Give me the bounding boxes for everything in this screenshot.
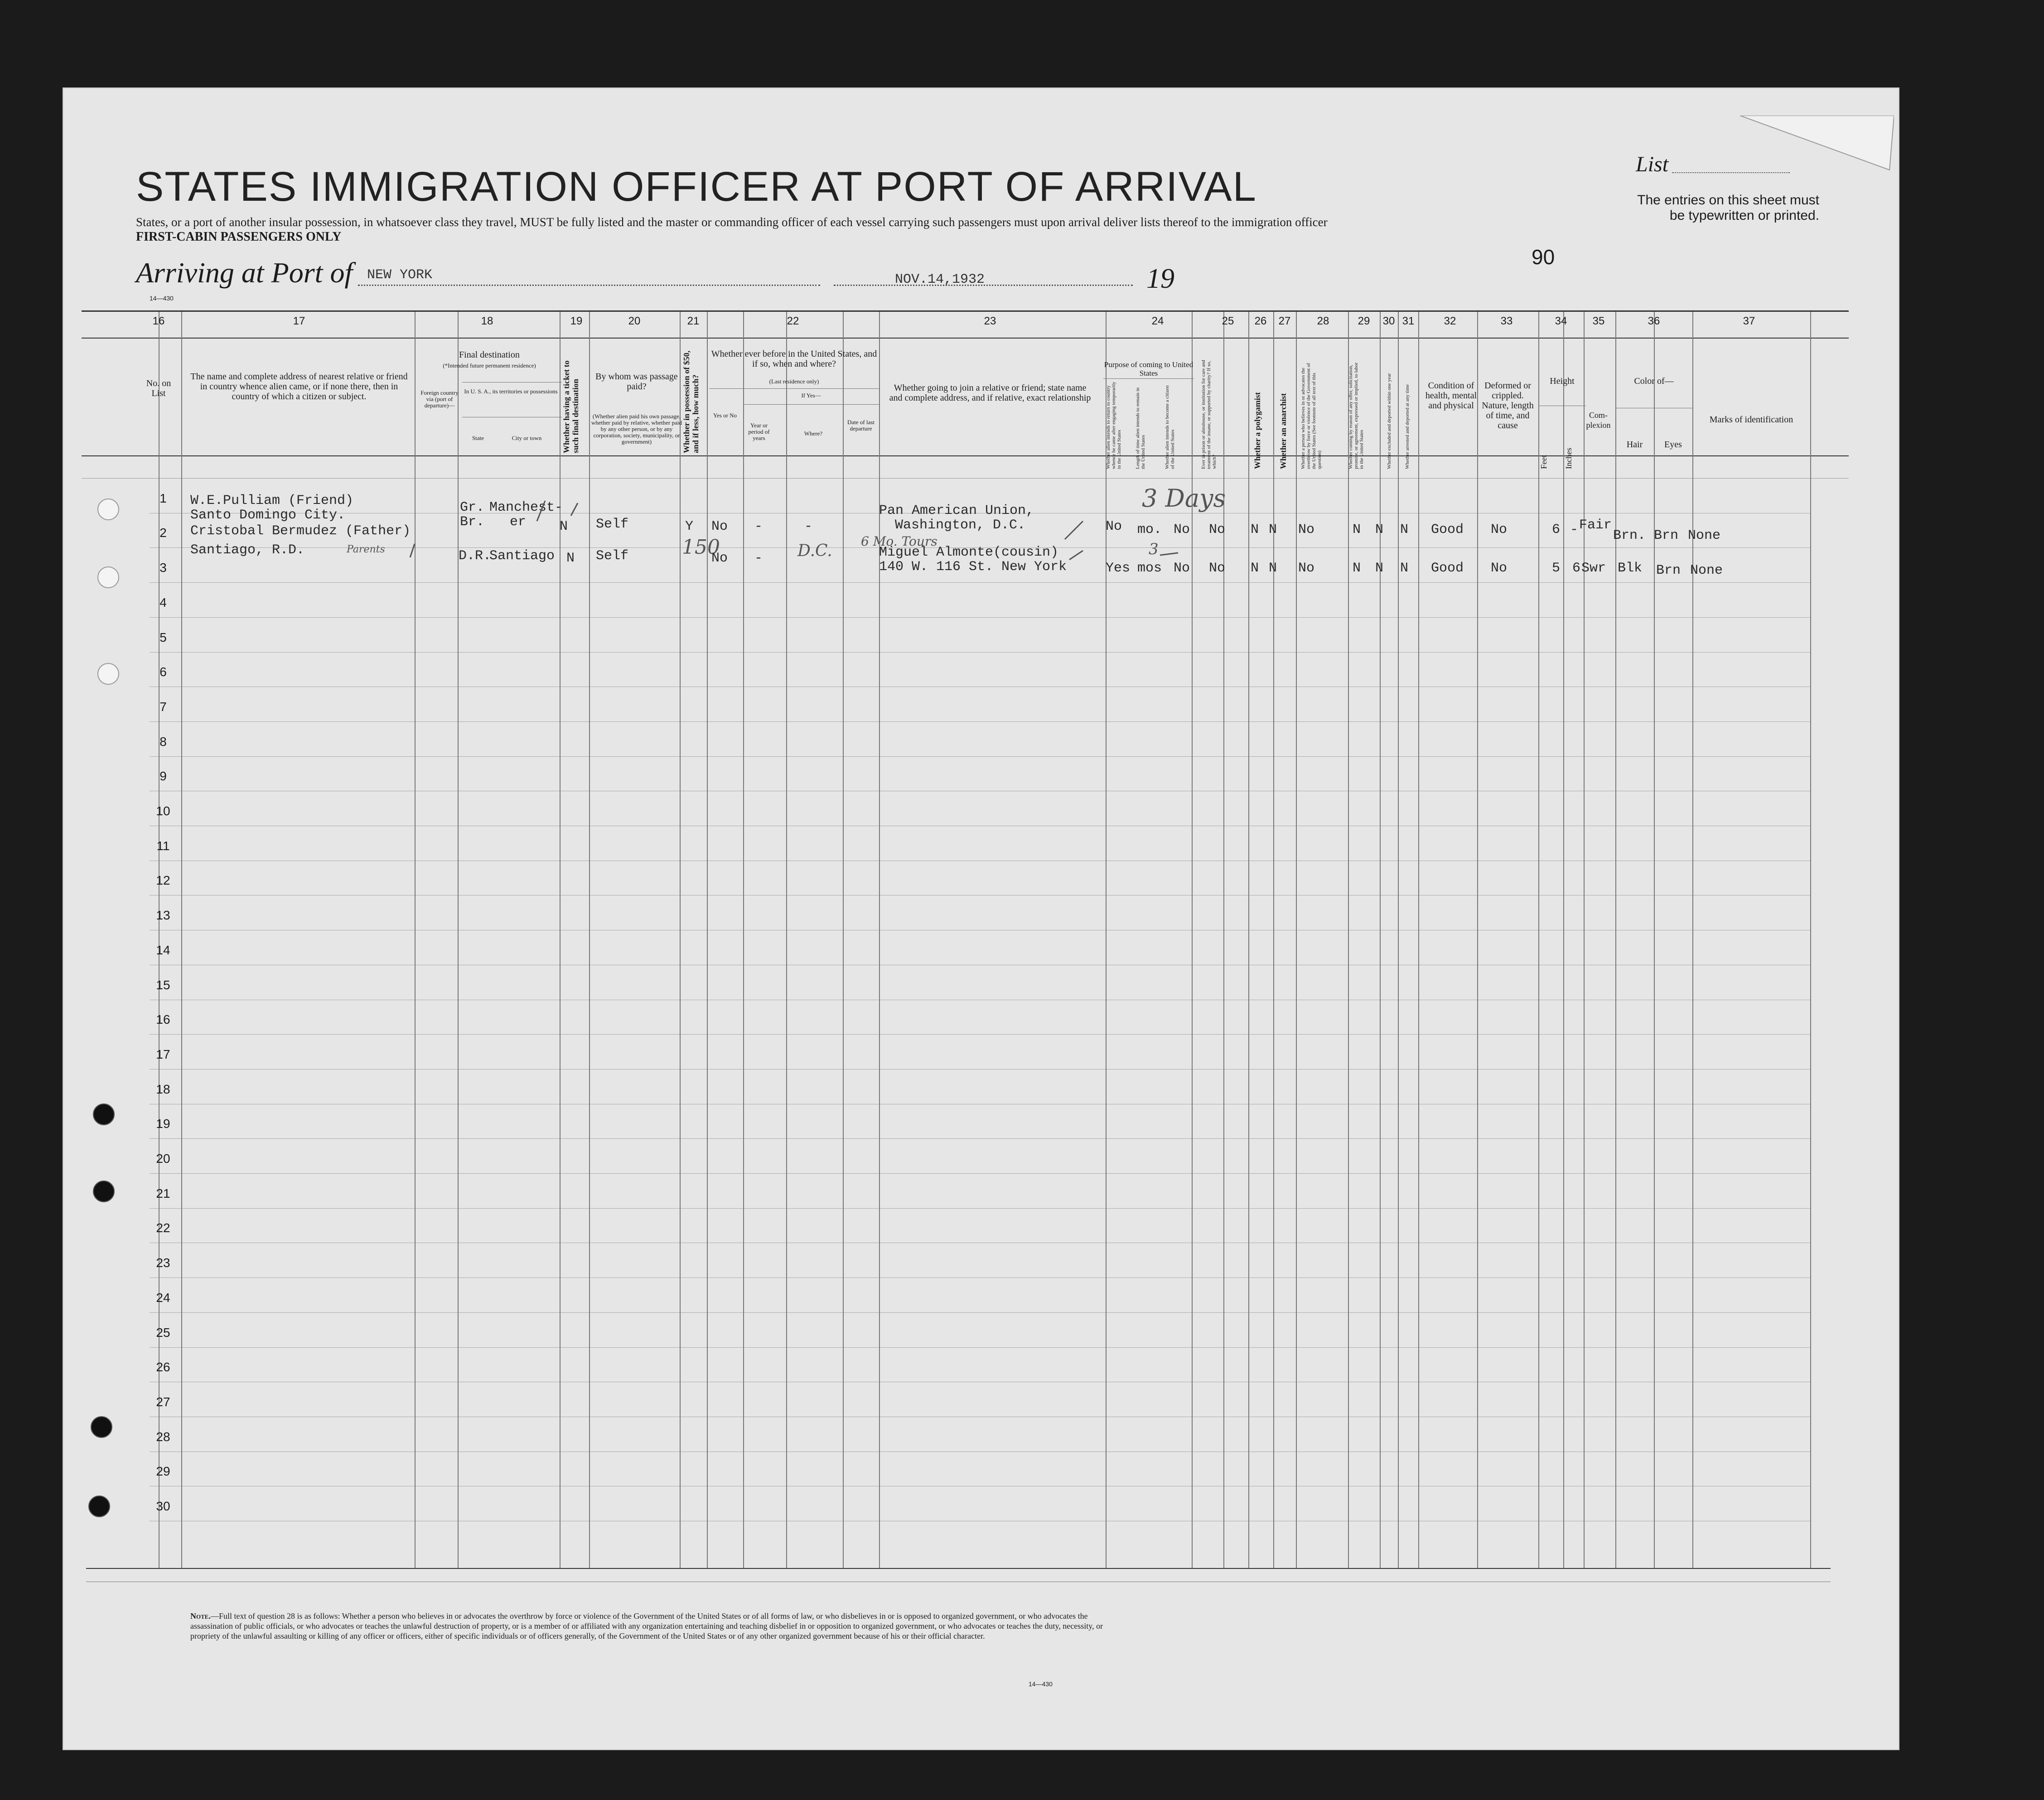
row-number: 30: [156, 1499, 170, 1513]
row-number: 28: [156, 1430, 170, 1444]
row2-q31: N: [1400, 561, 1409, 576]
check-mark: [1160, 553, 1178, 555]
row2-purpose-length: mos: [1137, 561, 1162, 576]
row-number: 1: [159, 491, 167, 505]
row2-length-hand: 3: [1149, 540, 1159, 558]
row-number: 15: [156, 978, 170, 992]
header-prison: Ever in prison or almshouse, or institution for care and treatment of the insane, or supported by charity? If so, which?: [1201, 360, 1217, 469]
column-number: 29: [1358, 315, 1370, 327]
entries-note-line1: The entries on this sheet must: [1637, 193, 1819, 208]
form-title: STATES IMMIGRATION OFFICER AT PORT OF ARRIVAL: [136, 164, 1257, 210]
header-possession-50: Whether in possession of $50, and if less, how much?: [682, 350, 700, 453]
header-purpose: Purpose of coming to United States: [1104, 360, 1194, 377]
row2-ever-before: No: [711, 551, 728, 566]
column-number: 36: [1648, 315, 1660, 327]
column-number: 34: [1555, 315, 1567, 327]
row-number: 9: [159, 769, 167, 783]
column-number: 35: [1592, 315, 1605, 327]
row1-relative-line1: W.E.Pulliam (Friend): [190, 493, 354, 508]
row2-complexion: Swr: [1581, 561, 1606, 576]
row2-health: Good: [1431, 561, 1464, 576]
header-final-destination: Final destination: [459, 350, 520, 360]
row2-inches: 6: [1572, 561, 1581, 576]
row1-q28: No: [1298, 522, 1315, 537]
row-number: 4: [159, 595, 167, 610]
row1-eyes: Brn: [1654, 528, 1679, 543]
row1-purpose-return: No: [1106, 519, 1122, 534]
header-deformed: Deformed or crippled. Nature, length of time, and cause: [1482, 381, 1534, 431]
column-number: 22: [787, 315, 799, 327]
row1-q31: N: [1400, 522, 1409, 537]
header-joining: Whether going to join a relative or friend; state name and complete address, and if relative, exact relationship: [889, 383, 1091, 403]
header-foreign-country: Foreign country via (port of departure)—: [420, 389, 459, 409]
row1-inches: -: [1570, 522, 1579, 537]
row1-q30: N: [1375, 522, 1384, 537]
row1-q29: N: [1353, 522, 1361, 537]
form-code-top: 14—430: [150, 295, 174, 302]
column-number: 23: [984, 315, 996, 327]
row2-q30: N: [1375, 561, 1384, 576]
entries-note-line2: be typewritten or printed.: [1669, 208, 1819, 223]
row-number: 3: [159, 561, 167, 575]
column-number: 24: [1151, 315, 1164, 327]
row-number: 23: [156, 1256, 170, 1270]
page-number: 90: [1532, 245, 1555, 269]
header-inches: Inches: [1564, 448, 1573, 469]
column-number: 19: [570, 315, 583, 327]
row1-polygamist: N: [1251, 522, 1259, 537]
row-number: 7: [159, 700, 167, 714]
header-if-yes: If Yes—: [801, 392, 821, 399]
header-complexion: Com-plexion: [1586, 411, 1611, 430]
row-number: 25: [156, 1326, 170, 1340]
header-polygamist: Whether a polygamist: [1253, 392, 1262, 469]
row2-q28: No: [1298, 561, 1315, 576]
row-number: 10: [156, 804, 170, 818]
header-state: State: [472, 435, 484, 441]
row-number: 12: [156, 873, 170, 887]
row2-eyes: Brn: [1656, 563, 1681, 578]
header-date-last-departure: Date of last departure: [847, 419, 875, 432]
row-number: 11: [156, 839, 170, 853]
row-number: 13: [156, 908, 170, 922]
header-q31: Whether arrested and deported at any time: [1405, 384, 1410, 469]
row1-year: -: [754, 519, 763, 534]
row2-relative-hand: Parents: [347, 544, 385, 555]
row-number: 21: [156, 1186, 170, 1200]
footnote-label: Note.: [190, 1611, 211, 1621]
row1-prison: No: [1209, 522, 1226, 537]
row2-purpose-return: Yes: [1106, 561, 1131, 576]
form-code-bottom: 14—430: [1029, 1680, 1053, 1688]
row1-complexion: Fair: [1579, 518, 1612, 533]
row-number: 18: [156, 1082, 170, 1096]
row1-marks: None: [1688, 528, 1721, 543]
row2-purpose-citizen: No: [1174, 561, 1190, 576]
row1-hair: Brn.: [1613, 528, 1646, 543]
row1-anarchist: N: [1269, 522, 1277, 537]
footnote: [190, 1611, 1106, 1641]
header-year-period: Year or period of years: [748, 422, 770, 441]
header-by-whom-note: (Whether alien paid his own passage, whether paid by relative, whether paid by any other person, or by any corporation, society, municipality, or government): [591, 413, 682, 445]
column-number: 28: [1317, 315, 1329, 327]
row1-paid-by: Self: [596, 517, 629, 532]
row-number: 5: [159, 630, 167, 644]
column-number: 21: [687, 315, 700, 327]
row1-ever-before: No: [711, 519, 728, 534]
check-mark: [537, 501, 578, 521]
row1-deformed: No: [1491, 522, 1508, 537]
header-no-on-list: No. on List: [146, 378, 171, 398]
row1-health: Good: [1431, 522, 1464, 537]
row-number: 22: [156, 1221, 170, 1235]
row-number: 27: [156, 1395, 170, 1409]
row1-purpose-length: mo.: [1137, 522, 1162, 537]
year-prefix: 19: [1146, 263, 1174, 294]
row2-state: D.R.: [459, 548, 492, 564]
row-number: 14: [156, 943, 170, 957]
column-number: 18: [481, 315, 493, 327]
header-purpose-citizen: Whether alien intends to become a citizen of the United States: [1165, 385, 1175, 469]
column-number: 26: [1254, 315, 1267, 327]
row2-year: -: [754, 551, 763, 566]
row1-join-line2: Washington, D.C.: [895, 518, 1026, 533]
row2-possession-hand: 150: [682, 536, 720, 559]
row2-q29: N: [1353, 561, 1361, 576]
column-number: 27: [1278, 315, 1291, 327]
header-q30: Whether excluded and deported within one year: [1387, 373, 1392, 469]
header-city: City or town: [512, 435, 542, 441]
row2-deformed: No: [1491, 561, 1508, 576]
row2-hair: Blk: [1618, 561, 1643, 576]
column-number: 33: [1500, 315, 1513, 327]
header-where: Where?: [804, 430, 823, 437]
header-eyes: Eyes: [1664, 440, 1682, 450]
first-cabin-label: FIRST-CABIN PASSENGERS ONLY: [136, 230, 342, 244]
row1-join-line1: Pan American Union,: [879, 503, 1034, 518]
row1-city: Manchest-: [489, 500, 563, 515]
row2-join-line2: 140 W. 116 St. New York: [879, 559, 1067, 575]
row2-anarchist: N: [1269, 561, 1277, 576]
row2-feet: 5: [1552, 561, 1561, 576]
row1-relative-line2: Santo Domingo City.: [190, 508, 346, 523]
row1-ticket: N: [560, 519, 568, 534]
column-number: 32: [1444, 315, 1456, 327]
check-mark: [410, 521, 1083, 560]
header-ticket: Whether having a ticket to such final destination: [562, 360, 580, 453]
row2-prison: No: [1209, 561, 1226, 576]
column-number: 20: [628, 315, 641, 327]
row-number: 17: [156, 1047, 170, 1061]
header-q28: Whether a person who believes in or advocates the overthrow by force or violence of the Government of the United States (See footnote of all text of this question): [1300, 363, 1322, 469]
row2-paid-by: Self: [596, 548, 629, 564]
header-color-of: Color of—: [1634, 376, 1674, 386]
header-feet: Feet: [1539, 455, 1548, 469]
row2-relative-line2: Santiago, R.D.: [190, 542, 305, 558]
header-ever-before: Whether ever before in the United States, and if so, when and where?: [711, 349, 877, 369]
row1-city2: er: [510, 514, 527, 530]
row2-city: Santiago: [489, 548, 555, 564]
header-hair: Hair: [1626, 440, 1643, 450]
list-label: List: [1636, 152, 1669, 176]
port-value: NEW YORK: [367, 267, 433, 283]
row1-possession: Y: [685, 519, 694, 534]
header-final-destination-note: (*Intended future permanent residence): [443, 362, 536, 369]
row-number: 6: [159, 665, 167, 679]
header-health: Condition of health, mental and physical: [1425, 381, 1477, 411]
header-purpose-length: Length of time alien intends to remain in the United States: [1135, 387, 1146, 469]
header-q29: Whether coming by reason of any offer, solicitation, promise, or agreement, expressed or implied, to labor in the United States: [1348, 362, 1364, 469]
column-number: 30: [1382, 315, 1395, 327]
row-number: 8: [159, 735, 167, 749]
column-number: 16: [152, 315, 165, 327]
header-purpose-return: Whether alien intends to return to country whence he came after engaging temporarily in the United States: [1106, 382, 1122, 469]
header-yes-no: Yes or No: [713, 412, 737, 419]
row1-purpose-citizen: No: [1174, 522, 1190, 537]
column-number: 31: [1402, 315, 1415, 327]
row1-length-hand: 3 Days: [1142, 484, 1226, 513]
row2-relative-line1: Cristobal Bermudez (Father): [190, 523, 411, 539]
column-number: 25: [1222, 315, 1234, 327]
row-number: 19: [156, 1117, 170, 1131]
row-number: 29: [156, 1464, 170, 1478]
row1-foreign-country: Gr.: [460, 500, 485, 515]
header-anarchist: Whether an anarchist: [1279, 393, 1288, 469]
header-by-whom: By whom was passage paid?: [595, 372, 678, 392]
footnote-text: —Full text of question 28 is as follows: Whether a person who believes in or advocates the overthrow by force or violence of the Government of the United States or of all forms of law, or who disbelieves in or is opposed to organized government, or who advocates the assassination of public officials, or who advocates or teaches the unlawful destruction of property, or is a member of or affiliated with any organization entertaining and teaching disbelief in or opposition to organized government, or who advocates or teaches the duty, necessity, or propriety of the unlawful assaulting or killing of any officer or officers, either of specific individuals or of officers generally, of the Government of the United States or of any other organized government because of his or their official character.: [190, 1611, 1103, 1640]
row-number: 26: [156, 1360, 170, 1374]
date-value: NOV.14,1932: [895, 272, 985, 287]
arriving-label: Arriving at Port of: [136, 256, 353, 289]
row2-where-hand: D.C.: [797, 542, 832, 560]
header-marks: Marks of identification: [1709, 415, 1793, 425]
form-subtitle: States, or a port of another insular possession, in whatsoever class they travel, MUST be fully listed and the master or commanding officer of each vessel carrying such passengers must upon arrival deliver lists thereof to the immigration officer: [136, 215, 1328, 229]
header-in-usa: In U. S. A., its territories or possessions: [464, 388, 558, 395]
row2-polygamist: N: [1251, 561, 1259, 576]
row1-foreign-country2: Br.: [460, 514, 485, 530]
header-last-residence: (Last residence only): [769, 378, 819, 385]
column-number: 17: [293, 315, 305, 327]
header-relative-address: The name and complete address of nearest relative or friend in country whence alien came, or if none there, then in country of which a citizen or subject.: [190, 372, 408, 402]
row-number: 2: [159, 526, 167, 540]
row2-ticket: N: [566, 551, 575, 566]
row2-join-hand: 6 Mo. Tours: [861, 534, 937, 549]
row1-where: -: [804, 519, 813, 534]
row2-join-line1: Miguel Almonte(cousin): [879, 545, 1059, 560]
row1-feet: 6: [1552, 522, 1561, 537]
header-height: Height: [1550, 376, 1575, 386]
row-number: 16: [156, 1012, 170, 1026]
row2-marks: None: [1690, 563, 1723, 578]
row-number: 24: [156, 1291, 170, 1305]
row-number: 20: [156, 1152, 170, 1166]
column-number: 37: [1743, 315, 1755, 327]
